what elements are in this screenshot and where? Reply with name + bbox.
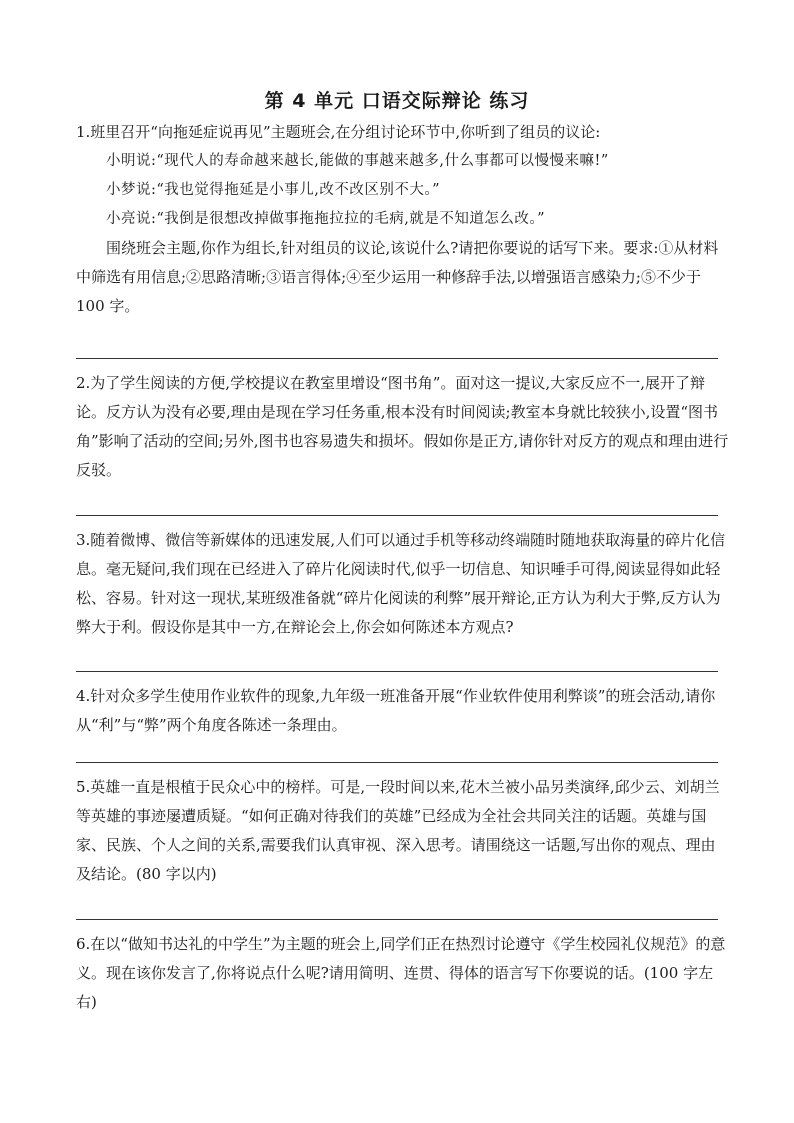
question-2-text: 2.为了学生阅读的方便,学校提议在教室里增设“图书角”。面对这一提议,大家反应不一,展开了辩论。反方认为没有必要,理由是现在学习任务重,根本没有时间阅读;教室本身就比较狭小,设置“图书角”影响了活动的空间;另外,图书也容易遗失和损坏。假如你是正方,请你针对反方的观点和理由进行反驳。	[76, 374, 729, 479]
question-3	[76, 526, 730, 642]
question-1	[76, 118, 730, 321]
question-5-text: 5.英雄一直是根植于民众心中的榜样。可是,一段时间以来,花木兰被小品另类演绎,邱少云、刘胡兰等英雄的事迹屡遭质疑。“如何正确对待我们的英雄”已经成为全社会共同关注的话题。英雄与国家、民族、个人之间的关系,需要我们认真审视、深入思考。请围绕这一话题,写出你的观点、理由及结论。(80 字以内)	[76, 778, 720, 883]
question-4-text: 4.针对众多学生使用作业软件的现象,九年级一班准备开展“作业软件使用利弊谈”的班会活动,请你从“利”与“弊”两个角度各陈述一条理由。	[76, 687, 716, 734]
question-1-task: 围绕班会主题,你作为组长,针对组员的议论,该说什么?请把你要说的话写下来。要求:①从材料中筛选有用信息;②思路清晰;③语言得体;④至少运用一种修辞手法,以增强语言感染力;⑤不少于 100 字。	[76, 239, 719, 315]
question-6	[76, 930, 730, 1017]
answer-line-3[interactable]	[76, 671, 718, 672]
question-2	[76, 369, 730, 485]
answer-line-2[interactable]	[76, 515, 718, 516]
question-5	[76, 773, 730, 889]
page-title: 第 4 单元 口语交际辩论 练习	[264, 90, 530, 112]
quote-xiaoliang: 小亮说:“我倒是很想改掉做事拖拖拉拉的毛病,就是不知道怎么改。”	[106, 211, 546, 227]
question-6-text: 6.在以“做知书达礼的中学生”为主题的班会上,同学们正在热烈讨论遵守《学生校园礼仪规范》的意义。现在该你发言了,你将说点什么呢?请用简明、连贯、得体的语言写下你要说的话。(100 字左右)	[76, 935, 726, 1011]
quote-xiaomeng: 小梦说:“我也觉得拖延是小事儿,改不改区别不大。”	[106, 182, 441, 198]
answer-line-1[interactable]	[76, 358, 718, 359]
question-1-stem: 1.班里召开“向拖延症说再见”主题班会,在分组讨论环节中,你听到了组员的议论:	[76, 123, 601, 141]
answer-line-4[interactable]	[76, 762, 718, 763]
question-4	[76, 682, 730, 740]
answer-line-5[interactable]	[76, 919, 718, 920]
question-3-text: 3.随着微博、微信等新媒体的迅速发展,人们可以通过手机等移动终端随时随地获取海量的碎片化信息。毫无疑问,我们现在已经进入了碎片化阅读时代,似乎一切信息、知识唾手可得,阅读显得如此轻松、容易。针对这一现状,某班级准备就“碎片化阅读的利弊”展开辩论,正方认为利大于弊,反方认为弊大于利。假设你是其中一方,在辩论会上,你会如何陈述本方观点?	[76, 531, 726, 636]
quote-xiaoming: 小明说:“现代人的寿命越来越长,能做的事越来越多,什么事都可以慢慢来嘛!”	[106, 153, 609, 169]
